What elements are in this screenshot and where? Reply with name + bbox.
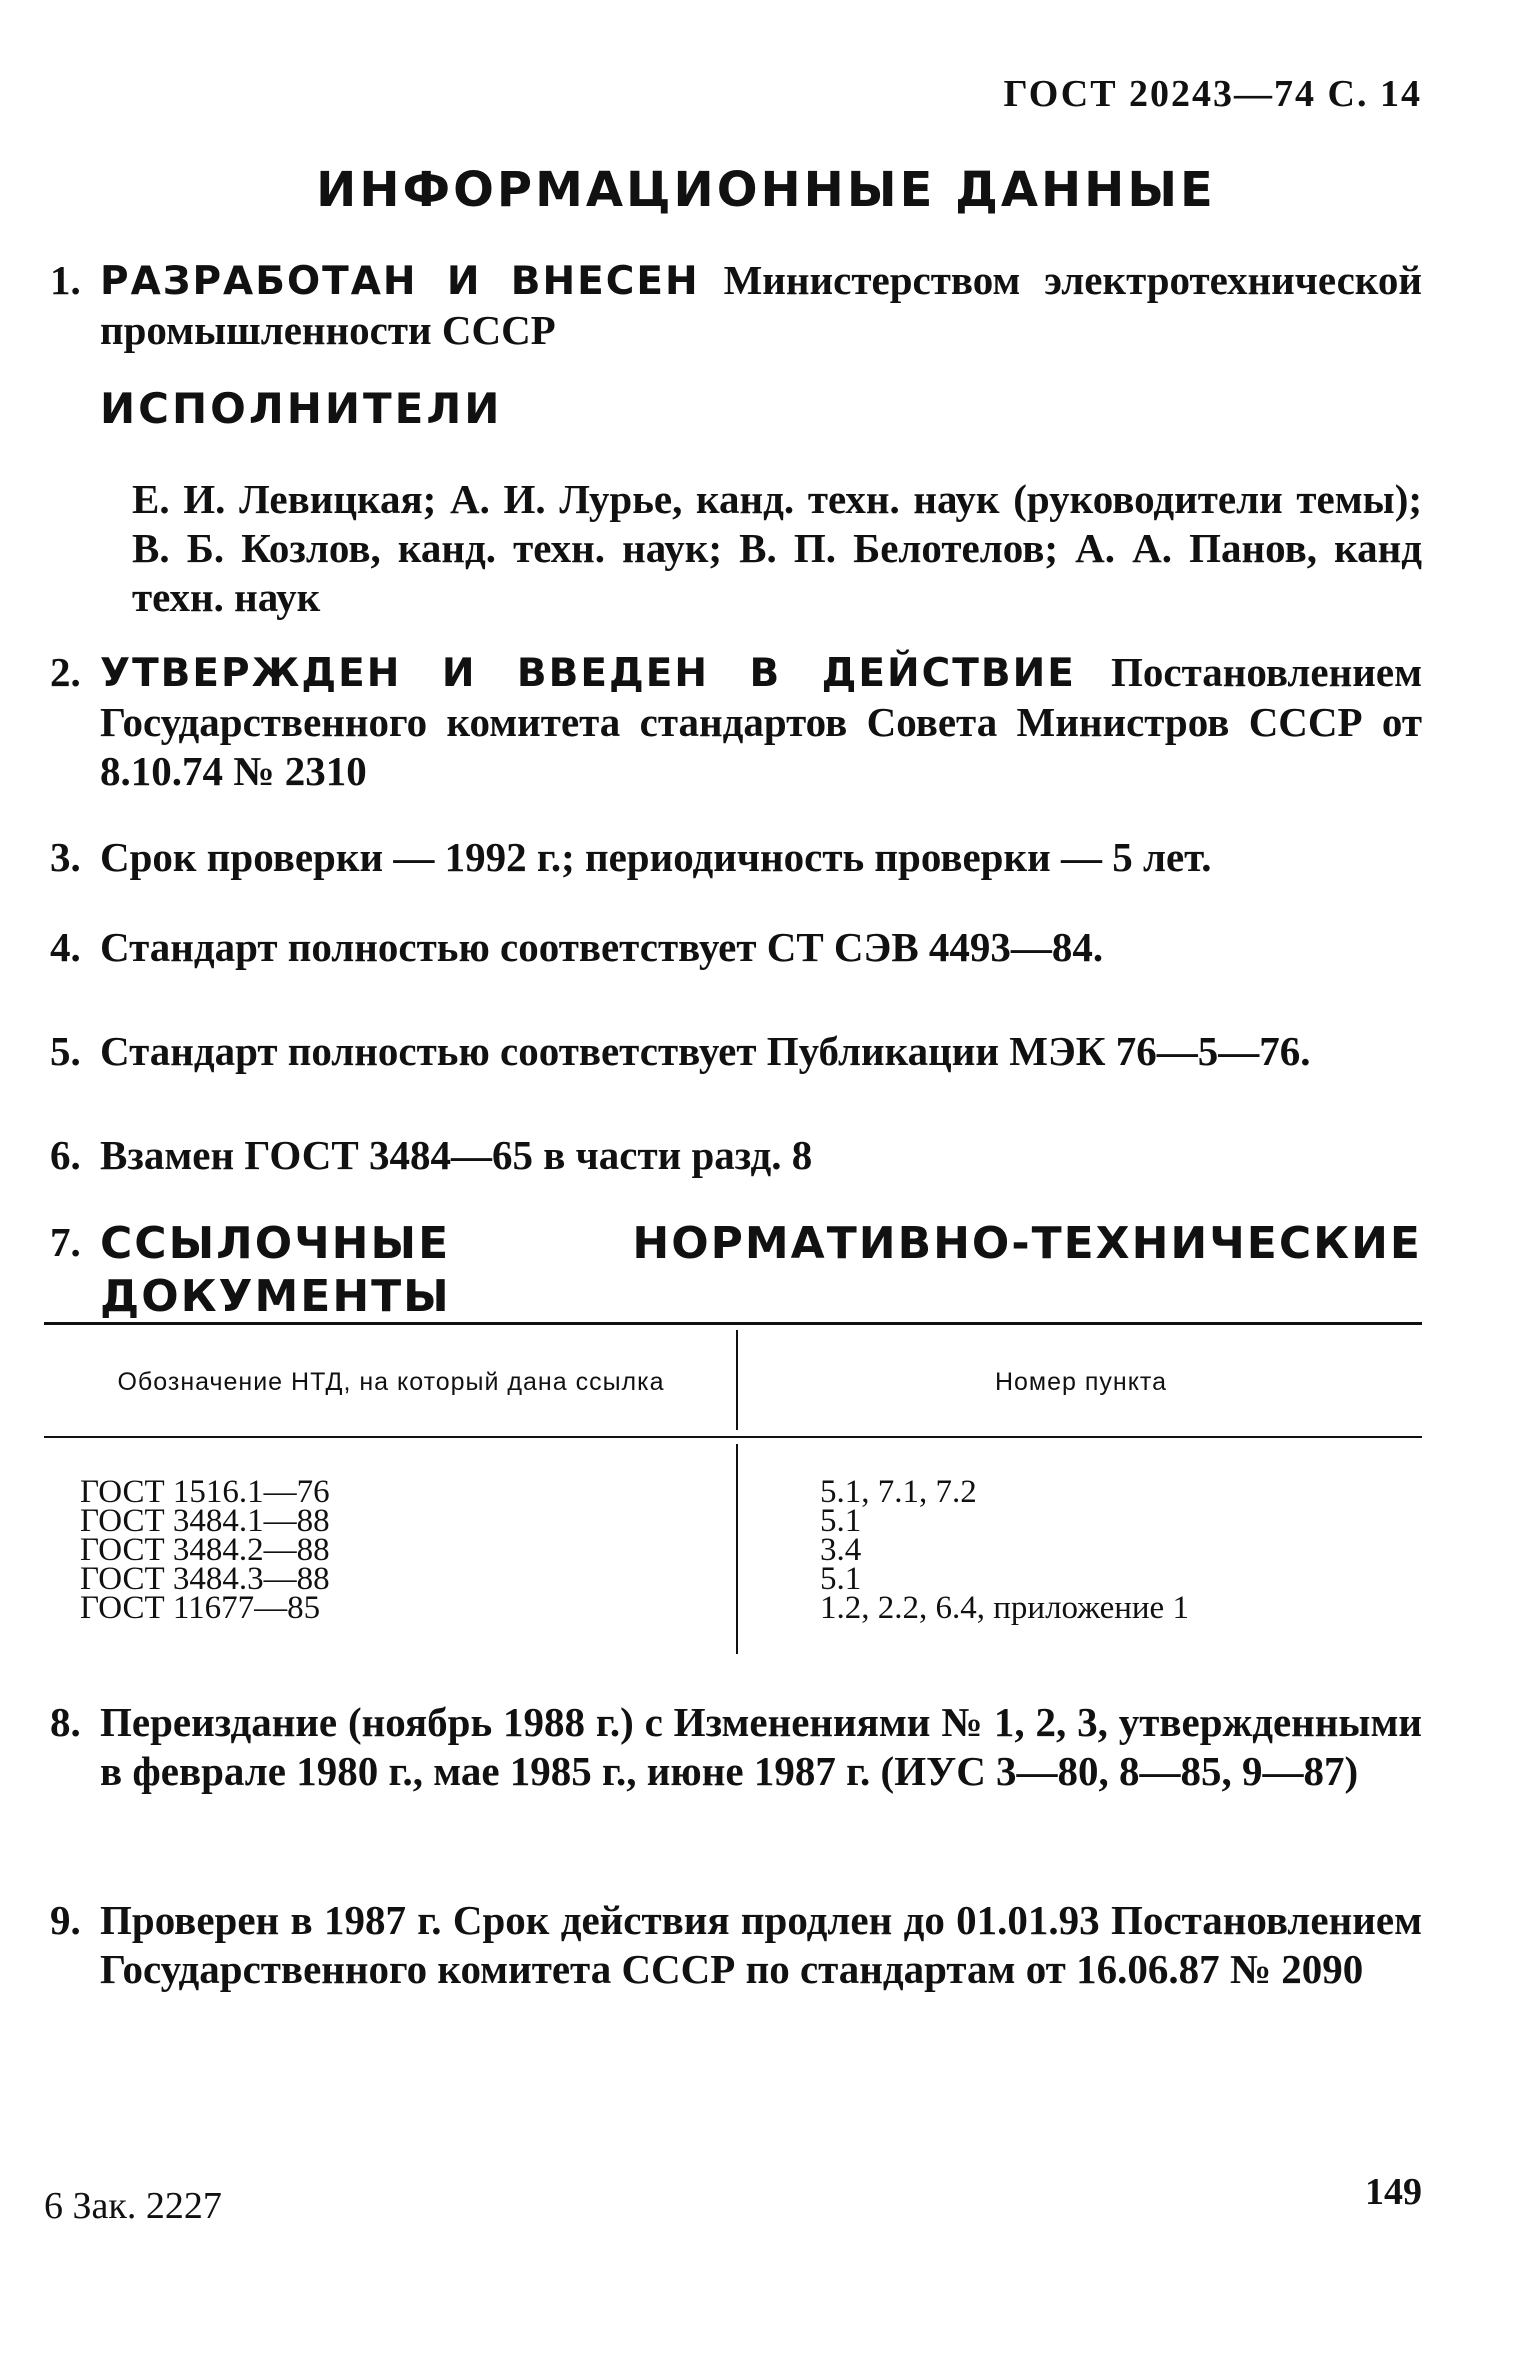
table-cell: ГОСТ 3484.3—88: [80, 1561, 330, 1597]
item-number: 4.: [50, 924, 81, 970]
item-text: Министерством электротехнической промышленности СССР: [100, 257, 1422, 353]
table-col-clause: [820, 1474, 1189, 1626]
item-text: Взамен ГОСТ 3484—65 в части разд. 8: [100, 1132, 813, 1178]
table-cell: 1.2, 2.2, 6.4, приложение 1: [820, 1590, 1189, 1626]
table-cell: 5.1: [820, 1561, 862, 1597]
item-text: Стандарт полностью соответствует СТ СЭВ 4493—84.: [100, 924, 1104, 970]
item-8: [50, 1698, 1422, 1796]
executors-heading: ИСПОЛНИТЕЛИ: [100, 384, 503, 433]
table-header-clause: Номер пункта: [994, 1368, 1168, 1396]
table-cell: 5.1, 7.1, 7.2: [820, 1474, 977, 1510]
item-number: 3.: [50, 834, 81, 880]
table-col-designation: [80, 1474, 330, 1626]
item-3: [50, 833, 1422, 882]
table-cell: ГОСТ 3484.2—88: [80, 1532, 330, 1568]
item-heading: УТВЕРЖДЕН И ВВЕДЕН В ДЕЙСТВИЕ: [100, 651, 1076, 696]
item-number: 7.: [50, 1219, 81, 1265]
table-cell: ГОСТ 1516.1—76: [80, 1474, 330, 1510]
table-cell: 5.1: [820, 1503, 862, 1539]
table-header-designation: Обозначение НТД, на который дана ссылка: [117, 1368, 665, 1396]
item-heading: РАЗРАБОТАН И ВНЕСЕН: [100, 259, 700, 304]
item-number: 6.: [50, 1132, 81, 1178]
document-header-ref: ГОСТ 20243—74 С. 14: [1003, 73, 1422, 115]
item-6: [50, 1131, 1422, 1180]
item-text: Проверен в 1987 г. Срок действия продлен до 01.01.93 Постановлением Государственного комитета СССР по стандартам от 16.06.87 № 2090: [100, 1897, 1422, 1993]
item-text: Срок проверки — 1992 г.; периодичность проверки — 5 лет.: [100, 834, 1212, 880]
table-column-divider: [736, 1330, 738, 1430]
executors-list: Е. И. Левицкая; А. И. Лурье, канд. техн. наук (руководители темы); В. Б. Козлов, канд. техн. наук; В. П. Белотелов; А. А. Панов, канд техн. наук: [132, 476, 1422, 621]
page-title: ИНФОРМАЦИОННЫЕ ДАННЫЕ: [316, 162, 1216, 218]
item-text: Постановлением Государственного комитета стандартов Совета Министров СССР от 8.10.74 № 2310: [100, 649, 1423, 794]
item-number: 1.: [50, 257, 81, 303]
item-1: [50, 256, 1422, 355]
item-heading: ССЫЛОЧНЫЕ НОРМАТИВНО-ТЕХНИЧЕСКИЕ ДОКУМЕНТЫ: [100, 1218, 1422, 1322]
table-cell: ГОСТ 11677—85: [80, 1590, 321, 1626]
item-text: Переиздание (ноябрь 1988 г.) с Изменениями № 1, 2, 3, утвержденными в феврале 1980 г., мае 1985 г., июне 1987 г. (ИУС 3—80, 8—85, 9—87): [100, 1699, 1422, 1795]
table-cell: 3.4: [820, 1532, 862, 1568]
table-cell: ГОСТ 3484.1—88: [80, 1503, 330, 1539]
item-2: [50, 648, 1422, 796]
table-column-divider: [736, 1444, 738, 1654]
item-text: Стандарт полностью соответствует Публикации МЭК 76—5—76.: [100, 1028, 1311, 1074]
item-9: [50, 1896, 1422, 1994]
item-number: 2.: [50, 649, 81, 695]
item-number: 8.: [50, 1699, 81, 1745]
footer-order-number: 6 Зак. 2227: [44, 2185, 222, 2227]
item-7: [50, 1218, 1422, 1324]
table-top-rule: [44, 1322, 1422, 1325]
item-number: 9.: [50, 1897, 81, 1943]
item-5: [50, 1027, 1422, 1076]
item-4: [50, 923, 1422, 972]
table-header-rule: [44, 1436, 1422, 1438]
page-number: 149: [1365, 2171, 1422, 2213]
item-number: 5.: [50, 1028, 81, 1074]
